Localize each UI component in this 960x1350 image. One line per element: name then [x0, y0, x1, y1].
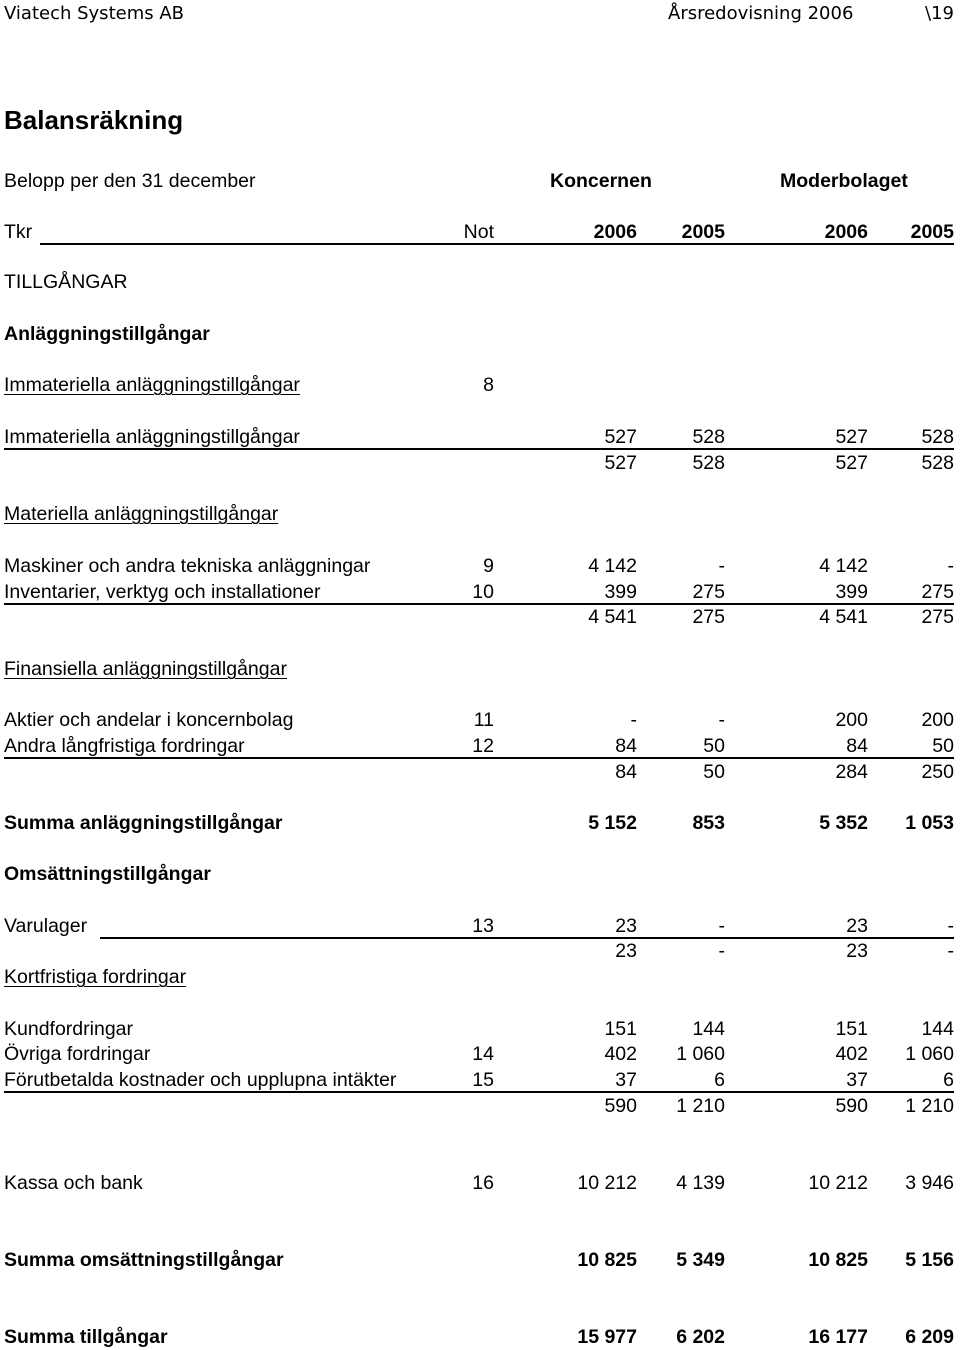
header-report: Årsredovisning 2006	[668, 3, 854, 24]
value-koncernen-2006: 4 142	[588, 555, 637, 577]
value-moderbolaget-2005: 6 209	[905, 1326, 954, 1348]
value-koncernen-2006: 15 977	[577, 1326, 637, 1348]
value-koncernen-2005: 528	[692, 452, 725, 474]
value-moderbolaget-2006: 527	[835, 452, 868, 474]
row-note: 9	[483, 555, 494, 577]
subtotal-rule	[4, 448, 954, 450]
value-moderbolaget-2005: 6	[943, 1069, 954, 1091]
value-koncernen-2005: 1 210	[676, 1095, 725, 1117]
row-label: Maskiner och andra tekniska anläggningar	[4, 555, 371, 577]
value-koncernen-2006: 527	[604, 452, 637, 474]
row-label: Kundfordringar	[4, 1018, 133, 1040]
value-moderbolaget-2006: 23	[846, 940, 868, 962]
row-label: Summa tillgångar	[4, 1326, 168, 1348]
group-header-moderbolaget: Moderbolaget	[780, 170, 908, 192]
value-moderbolaget-2005: 528	[921, 452, 954, 474]
row-label: Kassa och bank	[4, 1172, 143, 1194]
value-moderbolaget-2006: 16 177	[808, 1326, 868, 1348]
value-koncernen-2005: 4 139	[676, 1172, 725, 1194]
value-koncernen-2005: 1 060	[676, 1043, 725, 1065]
value-koncernen-2006: 590	[604, 1095, 637, 1117]
value-moderbolaget-2005: 5 156	[905, 1249, 954, 1271]
row-label: Materiella anläggningstillgångar	[4, 503, 279, 525]
value-koncernen-2005: -	[718, 555, 725, 577]
group-header-koncernen: Koncernen	[550, 170, 652, 192]
row-label: Immateriella anläggningstillgångar	[4, 374, 300, 396]
row-label: Summa anläggningstillgångar	[4, 812, 283, 834]
value-koncernen-2005: 50	[703, 735, 725, 757]
value-moderbolaget-2006: 5 352	[819, 812, 868, 834]
value-koncernen-2006: 4 541	[588, 606, 637, 628]
value-moderbolaget-2005: 1 053	[905, 812, 954, 834]
row-label: Kortfristiga fordringar	[4, 966, 187, 988]
value-moderbolaget-2006: 4 142	[819, 555, 868, 577]
value-moderbolaget-2005: -	[947, 915, 954, 937]
value-koncernen-2006: 84	[615, 761, 637, 783]
column-header-koncernen-2005: 2005	[681, 221, 725, 243]
header-company: Viatech Systems AB	[4, 3, 184, 24]
row-label: Förutbetalda kostnader och upplupna intäkter	[4, 1069, 397, 1091]
subtitle: Belopp per den 31 december	[4, 170, 256, 192]
row-note: 10	[472, 581, 494, 603]
value-koncernen-2005: -	[718, 940, 725, 962]
value-moderbolaget-2006: 527	[835, 426, 868, 448]
subtotal-rule	[4, 603, 954, 605]
column-header-note: Not	[463, 221, 494, 243]
value-koncernen-2006: 399	[604, 581, 637, 603]
value-moderbolaget-2005: 1 210	[905, 1095, 954, 1117]
value-koncernen-2005: 853	[692, 812, 725, 834]
value-moderbolaget-2006: 37	[846, 1069, 868, 1091]
row-label: Andra långfristiga fordringar	[4, 735, 245, 757]
row-note: 13	[472, 915, 494, 937]
value-moderbolaget-2006: 10 825	[808, 1249, 868, 1271]
column-header-moderbolaget-2005: 2005	[910, 221, 954, 243]
row-note: 11	[473, 709, 494, 731]
value-koncernen-2006: -	[630, 709, 637, 731]
value-moderbolaget-2006: 84	[846, 735, 868, 757]
value-moderbolaget-2005: -	[947, 940, 954, 962]
value-koncernen-2005: 6 202	[676, 1326, 725, 1348]
column-header-moderbolaget-2006: 2006	[824, 221, 868, 243]
value-koncernen-2006: 37	[615, 1069, 637, 1091]
row-label: Immateriella anläggningstillgångar	[4, 426, 300, 448]
row-note: 15	[472, 1069, 494, 1091]
column-header-koncernen-2006: 2006	[593, 221, 637, 243]
header-page-number: \19	[925, 3, 954, 24]
value-moderbolaget-2005: 275	[921, 606, 954, 628]
value-koncernen-2005: 5 349	[676, 1249, 725, 1271]
row-label: TILLGÅNGAR	[4, 271, 128, 293]
value-koncernen-2006: 23	[615, 915, 637, 937]
value-moderbolaget-2006: 284	[835, 761, 868, 783]
value-moderbolaget-2005: 50	[932, 735, 954, 757]
row-label: Varulager	[4, 915, 88, 937]
value-koncernen-2006: 402	[604, 1043, 637, 1065]
value-moderbolaget-2005: 200	[921, 709, 954, 731]
value-moderbolaget-2005: 250	[921, 761, 954, 783]
value-koncernen-2006: 10 825	[577, 1249, 637, 1271]
value-moderbolaget-2006: 402	[835, 1043, 868, 1065]
row-note: 16	[472, 1172, 494, 1194]
page-title: Balansräkning	[4, 105, 184, 135]
value-moderbolaget-2005: 3 946	[905, 1172, 954, 1194]
value-moderbolaget-2006: 10 212	[808, 1172, 868, 1194]
value-koncernen-2005: 6	[714, 1069, 725, 1091]
row-label: Aktier och andelar i koncernbolag	[4, 709, 294, 731]
value-koncernen-2006: 23	[615, 940, 637, 962]
value-moderbolaget-2005: 1 060	[905, 1043, 954, 1065]
value-moderbolaget-2006: 151	[835, 1018, 868, 1040]
row-label: Övriga fordringar	[4, 1043, 151, 1065]
value-koncernen-2005: 50	[703, 761, 725, 783]
value-koncernen-2006: 10 212	[577, 1172, 637, 1194]
row-label: Finansiella anläggningstillgångar	[4, 658, 287, 680]
subtotal-rule	[4, 757, 954, 759]
row-note: 12	[472, 735, 494, 757]
column-header-unit: Tkr	[4, 221, 33, 243]
row-label: Omsättningstillgångar	[4, 863, 211, 885]
value-moderbolaget-2005: 144	[921, 1018, 954, 1040]
value-moderbolaget-2006: 4 541	[819, 606, 868, 628]
value-koncernen-2005: 275	[692, 581, 725, 603]
value-koncernen-2006: 5 152	[588, 812, 637, 834]
header-rule	[40, 243, 954, 245]
value-moderbolaget-2005: -	[947, 555, 954, 577]
value-koncernen-2005: -	[718, 915, 725, 937]
row-label: Anläggningstillgångar	[4, 323, 210, 345]
value-moderbolaget-2006: 23	[846, 915, 868, 937]
value-koncernen-2005: 275	[692, 606, 725, 628]
row-note: 8	[483, 374, 494, 396]
row-note: 14	[472, 1043, 494, 1065]
row-label: Summa omsättningstillgångar	[4, 1249, 284, 1271]
value-koncernen-2006: 84	[615, 735, 637, 757]
subtotal-rule	[100, 937, 954, 939]
value-moderbolaget-2006: 590	[835, 1095, 868, 1117]
value-koncernen-2006: 527	[604, 426, 637, 448]
value-moderbolaget-2006: 200	[835, 709, 868, 731]
value-koncernen-2005: 528	[692, 426, 725, 448]
subtotal-rule	[4, 1091, 954, 1093]
value-moderbolaget-2006: 399	[835, 581, 868, 603]
value-koncernen-2005: -	[718, 709, 725, 731]
row-label: Inventarier, verktyg och installationer	[4, 581, 321, 603]
value-moderbolaget-2005: 528	[921, 426, 954, 448]
value-koncernen-2006: 151	[604, 1018, 637, 1040]
value-koncernen-2005: 144	[692, 1018, 725, 1040]
value-moderbolaget-2005: 275	[921, 581, 954, 603]
